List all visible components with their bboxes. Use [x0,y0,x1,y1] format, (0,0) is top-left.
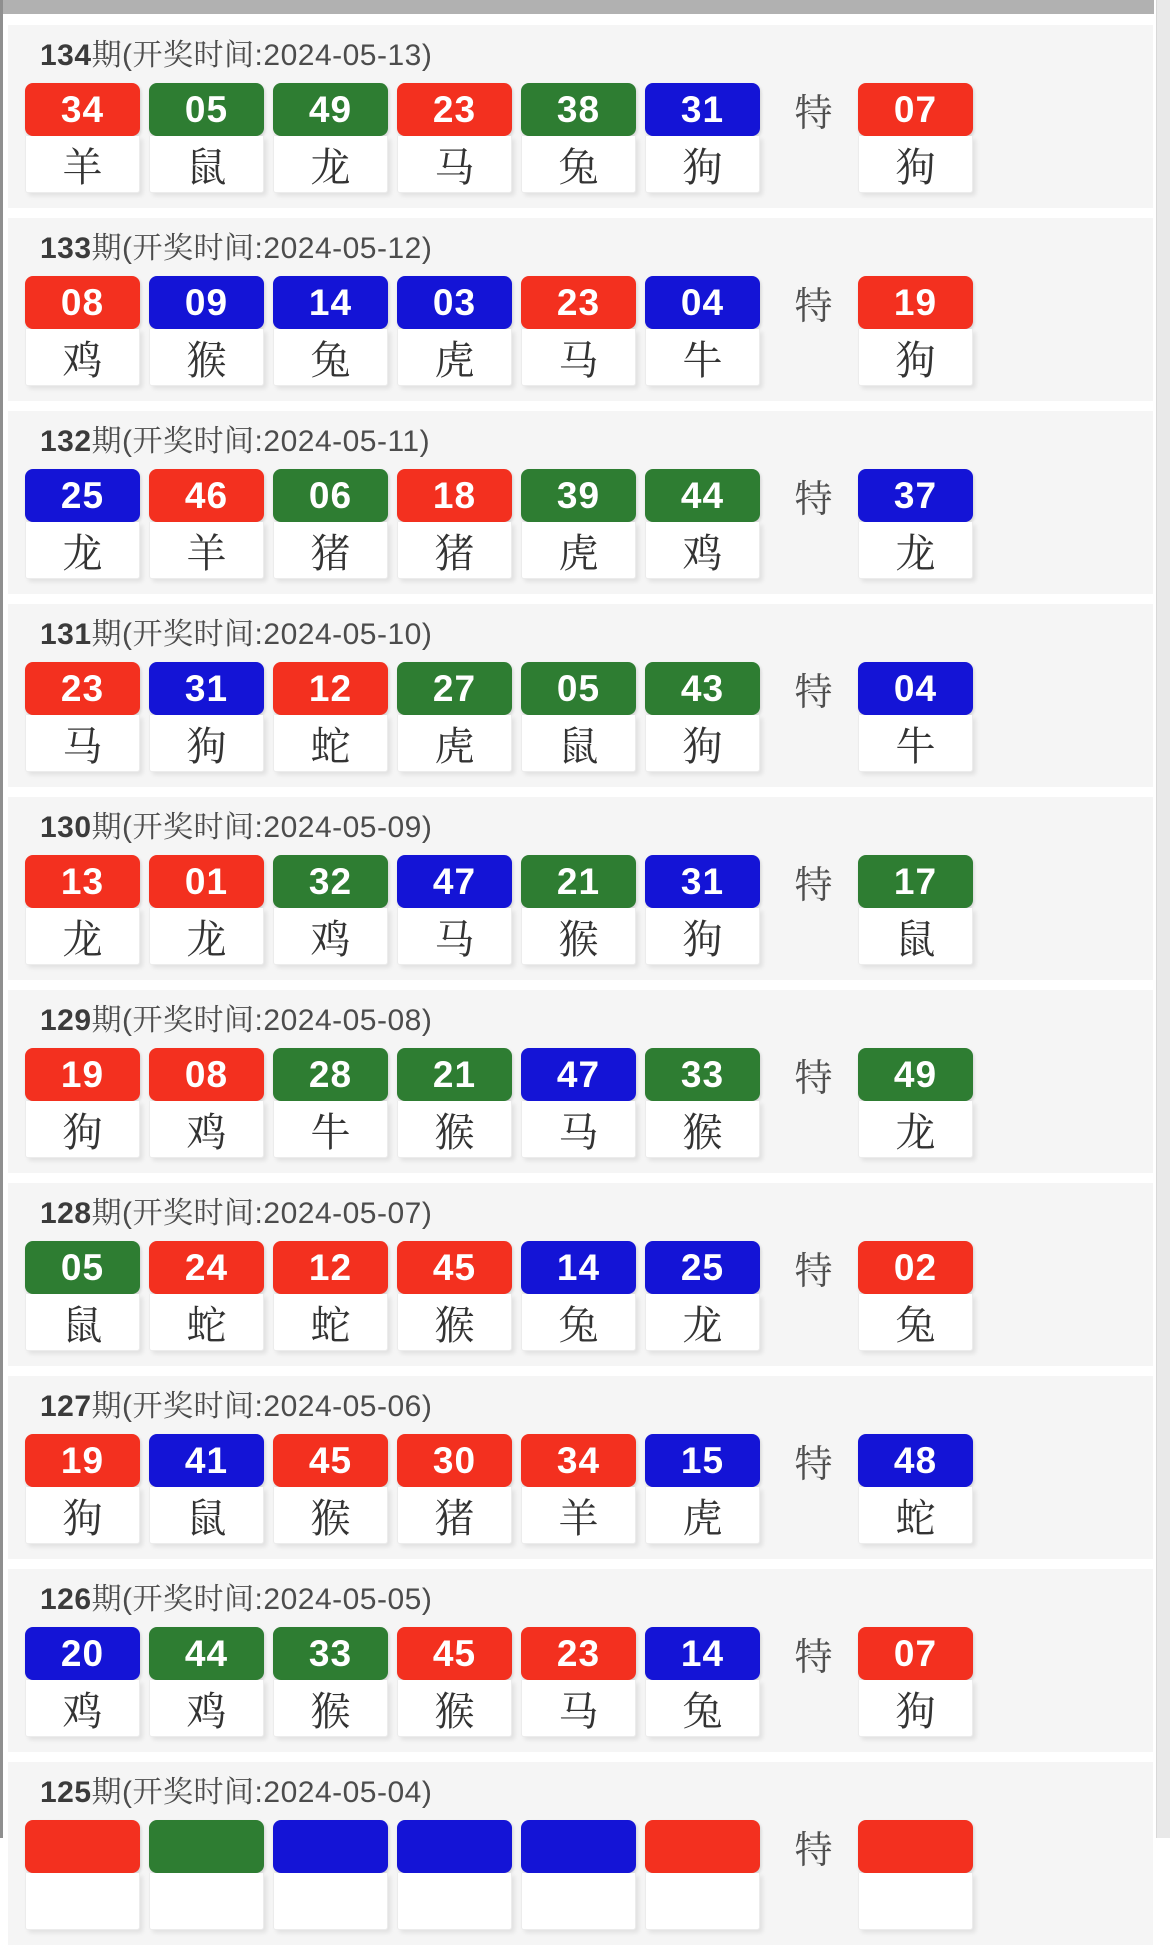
ball-tile [521,662,636,772]
ball-number: 01 [149,855,264,908]
draw-period: 134 [40,39,92,72]
ball-zodiac: 鸡 [149,1680,264,1737]
ball-number: 30 [397,1434,512,1487]
ball-tile [25,1820,140,1930]
scrollbar-gutter[interactable] [1156,0,1170,1838]
ball-zodiac: 龙 [858,522,973,579]
ball-number: 08 [149,1048,264,1101]
ball-zodiac: 鸡 [149,1101,264,1158]
special-marker-label: 特 [794,93,833,135]
draw-period: 127 [40,1390,92,1423]
ball-number: 18 [397,469,512,522]
ball-number: 34 [25,83,140,136]
ball-number: 14 [645,1627,760,1680]
ball-zodiac: 鼠 [25,1294,140,1351]
ball-zodiac: 兔 [858,1294,973,1351]
ball-tile [645,1241,760,1351]
balls-row [8,1048,1153,1158]
ball-zodiac: 龙 [25,908,140,965]
ball-number: 39 [521,469,636,522]
top-spacer [0,14,1170,25]
ball-zodiac: 虎 [397,329,512,386]
ball-tile [25,1627,140,1737]
draw-time-info: 期(开奖时间:2024-05-12) [91,232,433,265]
draw-time-info: 期(开奖时间:2024-05-10) [91,618,433,651]
draw-period: 131 [40,618,92,651]
ball-tile [645,1627,760,1737]
ball-number: 25 [645,1241,760,1294]
ball-tile [149,662,264,772]
ball-number [858,1820,973,1873]
draw-section [8,218,1153,401]
special-ball-tile [858,83,973,193]
ball-number: 31 [645,83,760,136]
ball-number: 33 [645,1048,760,1101]
ball-number: 24 [149,1241,264,1294]
ball-tile [397,1820,512,1930]
draw-title [40,230,1153,268]
ball-number: 08 [25,276,140,329]
ball-tile [273,469,388,579]
ball-tile [645,1434,760,1544]
ball-zodiac: 狗 [858,329,973,386]
draw-title [40,809,1153,847]
special-marker-label: 特 [794,286,833,328]
ball-tile [149,1820,264,1930]
ball-tile [397,1434,512,1544]
ball-zodiac: 鼠 [521,715,636,772]
ball-tile [25,1241,140,1351]
ball-tile [25,1048,140,1158]
special-ball-tile [858,1627,973,1737]
ball-number: 41 [149,1434,264,1487]
ball-zodiac: 蛇 [149,1294,264,1351]
ball-zodiac: 鼠 [149,1487,264,1544]
ball-tile [25,1434,140,1544]
ball-zodiac: 马 [397,908,512,965]
ball-zodiac: 羊 [25,136,140,193]
special-marker-label: 特 [794,1251,833,1293]
ball-zodiac: 猴 [273,1487,388,1544]
ball-tile [149,1627,264,1737]
ball-number: 07 [858,83,973,136]
ball-tile [521,276,636,386]
ball-tile [521,855,636,965]
ball-number: 23 [521,1627,636,1680]
ball-tile [149,83,264,193]
ball-tile [521,1241,636,1351]
special-ball-tile [858,662,973,772]
draw-title [40,1388,1153,1426]
ball-tile [521,469,636,579]
special-ball-tile [858,1048,973,1158]
ball-zodiac: 狗 [149,715,264,772]
ball-zodiac: 猪 [397,1487,512,1544]
ball-zodiac: 猴 [397,1294,512,1351]
ball-zodiac: 蛇 [273,1294,388,1351]
ball-tile [521,1434,636,1544]
ball-zodiac: 龙 [273,136,388,193]
ball-zodiac: 羊 [521,1487,636,1544]
draw-period: 132 [40,425,92,458]
ball-number: 03 [397,276,512,329]
ball-zodiac: 龙 [858,1101,973,1158]
ball-tile [149,1241,264,1351]
ball-number: 15 [645,1434,760,1487]
ball-number: 19 [25,1048,140,1101]
ball-number: 17 [858,855,973,908]
ball-number: 02 [858,1241,973,1294]
ball-tile [397,855,512,965]
draw-title [40,1195,1153,1233]
ball-number: 47 [521,1048,636,1101]
draw-section [8,1183,1153,1366]
ball-tile [397,662,512,772]
ball-zodiac: 马 [521,329,636,386]
special-marker-label: 特 [794,1637,833,1679]
special-marker-label: 特 [794,1444,833,1486]
ball-zodiac [149,1873,264,1930]
draw-time-info: 期(开奖时间:2024-05-09) [91,811,433,844]
ball-number: 21 [397,1048,512,1101]
ball-tile [25,855,140,965]
ball-zodiac [273,1873,388,1930]
ball-zodiac: 兔 [521,136,636,193]
ball-number [273,1820,388,1873]
ball-number: 45 [273,1434,388,1487]
ball-tile [149,855,264,965]
ball-tile [521,1627,636,1737]
ball-number: 28 [273,1048,388,1101]
ball-tile [273,276,388,386]
ball-number: 27 [397,662,512,715]
ball-tile [397,83,512,193]
draw-section [8,797,1153,980]
ball-number: 04 [645,276,760,329]
ball-zodiac: 马 [397,136,512,193]
ball-number: 43 [645,662,760,715]
ball-tile [521,1048,636,1158]
ball-number: 19 [858,276,973,329]
ball-zodiac [397,1873,512,1930]
ball-number: 48 [858,1434,973,1487]
ball-number: 49 [273,83,388,136]
ball-zodiac: 鸡 [273,908,388,965]
special-marker-label: 特 [794,865,833,907]
ball-tile [521,83,636,193]
draw-title [40,1581,1153,1619]
ball-number: 44 [149,1627,264,1680]
ball-number [25,1820,140,1873]
ball-number: 12 [273,662,388,715]
ball-number: 23 [397,83,512,136]
ball-zodiac: 牛 [858,715,973,772]
ball-zodiac: 猪 [273,522,388,579]
ball-tile [273,1820,388,1930]
draw-time-info: 期(开奖时间:2024-05-11) [91,425,431,458]
draw-section [8,604,1153,787]
ball-number: 20 [25,1627,140,1680]
special-marker-label: 特 [794,672,833,714]
ball-zodiac: 鸡 [25,1680,140,1737]
ball-zodiac [645,1873,760,1930]
ball-tile [397,469,512,579]
ball-number: 49 [858,1048,973,1101]
draw-time-info: 期(开奖时间:2024-05-13) [91,39,433,72]
ball-tile [645,276,760,386]
ball-tile [273,83,388,193]
ball-number: 44 [645,469,760,522]
ball-zodiac: 龙 [25,522,140,579]
special-marker-label: 特 [794,479,833,521]
draw-time-info: 期(开奖时间:2024-05-05) [91,1583,433,1616]
ball-number: 05 [521,662,636,715]
ball-zodiac: 狗 [858,136,973,193]
draw-section [8,1569,1153,1752]
ball-number: 31 [149,662,264,715]
top-bar [3,0,1154,14]
ball-tile [397,1241,512,1351]
special-ball-tile [858,1434,973,1544]
draw-section [8,25,1153,208]
ball-zodiac: 兔 [273,329,388,386]
ball-zodiac: 牛 [645,329,760,386]
ball-zodiac: 虎 [397,715,512,772]
draw-period: 125 [40,1776,92,1809]
balls-row [8,1627,1153,1737]
ball-zodiac: 马 [25,715,140,772]
ball-tile [645,469,760,579]
ball-tile [397,276,512,386]
ball-tile [273,1434,388,1544]
ball-tile [397,1048,512,1158]
ball-tile [149,469,264,579]
ball-tile [149,276,264,386]
ball-number: 45 [397,1627,512,1680]
ball-tile [273,662,388,772]
ball-zodiac: 马 [521,1680,636,1737]
ball-zodiac: 龙 [149,908,264,965]
ball-zodiac: 羊 [149,522,264,579]
balls-row [8,83,1153,193]
draw-section [8,1762,1153,1945]
ball-number: 12 [273,1241,388,1294]
ball-tile [645,855,760,965]
ball-tile [25,276,140,386]
ball-zodiac: 狗 [645,136,760,193]
ball-zodiac: 牛 [273,1101,388,1158]
draw-time-info: 期(开奖时间:2024-05-04) [91,1776,433,1809]
ball-zodiac: 鸡 [25,329,140,386]
ball-number [149,1820,264,1873]
ball-zodiac: 猴 [397,1101,512,1158]
ball-number: 38 [521,83,636,136]
ball-number: 21 [521,855,636,908]
special-marker-label: 特 [794,1830,833,1872]
ball-number: 19 [25,1434,140,1487]
ball-number: 25 [25,469,140,522]
draw-section [8,990,1153,1173]
ball-zodiac: 猴 [273,1680,388,1737]
ball-zodiac: 龙 [645,1294,760,1351]
ball-tile [645,83,760,193]
ball-zodiac: 马 [521,1101,636,1158]
ball-zodiac: 鸡 [645,522,760,579]
ball-number: 23 [25,662,140,715]
draw-title [40,37,1153,75]
ball-tile [149,1434,264,1544]
ball-number [521,1820,636,1873]
ball-zodiac: 狗 [25,1487,140,1544]
ball-zodiac: 猪 [397,522,512,579]
ball-number: 33 [273,1627,388,1680]
balls-row [8,276,1153,386]
special-ball-tile [858,469,973,579]
ball-zodiac: 虎 [521,522,636,579]
ball-number: 37 [858,469,973,522]
ball-tile [25,83,140,193]
balls-row [8,855,1153,965]
ball-zodiac: 狗 [645,908,760,965]
ball-tile [645,1048,760,1158]
balls-row [8,1434,1153,1544]
ball-number [397,1820,512,1873]
ball-zodiac: 猴 [149,329,264,386]
ball-tile [149,1048,264,1158]
ball-zodiac: 虎 [645,1487,760,1544]
ball-number: 09 [149,276,264,329]
ball-tile [273,1241,388,1351]
draw-period: 133 [40,232,92,265]
ball-number: 07 [858,1627,973,1680]
draw-period: 128 [40,1197,92,1230]
ball-number: 05 [25,1241,140,1294]
ball-zodiac: 鼠 [149,136,264,193]
draw-time-info: 期(开奖时间:2024-05-06) [91,1390,433,1423]
ball-tile [273,1048,388,1158]
ball-zodiac: 狗 [645,715,760,772]
ball-zodiac [25,1873,140,1930]
ball-number: 46 [149,469,264,522]
ball-zodiac: 鼠 [858,908,973,965]
ball-number: 14 [521,1241,636,1294]
draw-time-info: 期(开奖时间:2024-05-08) [91,1004,433,1037]
ball-zodiac [858,1873,973,1930]
ball-zodiac: 兔 [645,1680,760,1737]
ball-tile [273,1627,388,1737]
draw-title [40,423,1153,461]
ball-number: 05 [149,83,264,136]
ball-zodiac: 猴 [645,1101,760,1158]
ball-number: 14 [273,276,388,329]
ball-number: 06 [273,469,388,522]
ball-tile [521,1820,636,1930]
ball-zodiac: 狗 [25,1101,140,1158]
balls-row [8,1241,1153,1351]
ball-tile [645,1820,760,1930]
draw-title [40,616,1153,654]
balls-row [8,469,1153,579]
ball-number: 13 [25,855,140,908]
ball-number: 45 [397,1241,512,1294]
ball-zodiac: 狗 [858,1680,973,1737]
ball-number [645,1820,760,1873]
ball-zodiac: 猴 [521,908,636,965]
ball-tile [645,662,760,772]
ball-zodiac: 兔 [521,1294,636,1351]
ball-zodiac: 蛇 [858,1487,973,1544]
special-ball-tile [858,1820,973,1930]
ball-tile [25,662,140,772]
ball-zodiac [521,1873,636,1930]
draw-period: 130 [40,811,92,844]
ball-tile [25,469,140,579]
draw-section [8,1376,1153,1559]
ball-tile [397,1627,512,1737]
ball-number: 34 [521,1434,636,1487]
draw-section [8,411,1153,594]
special-marker-label: 特 [794,1058,833,1100]
draw-period: 129 [40,1004,92,1037]
ball-zodiac: 猴 [397,1680,512,1737]
ball-number: 47 [397,855,512,908]
balls-row [8,662,1153,772]
ball-tile [273,855,388,965]
draw-time-info: 期(开奖时间:2024-05-07) [91,1197,433,1230]
ball-zodiac: 蛇 [273,715,388,772]
draw-title [40,1002,1153,1040]
special-ball-tile [858,276,973,386]
ball-number: 04 [858,662,973,715]
ball-number: 31 [645,855,760,908]
draw-title [40,1774,1153,1812]
ball-number: 32 [273,855,388,908]
draw-results-list [0,25,1170,1945]
balls-row [8,1820,1153,1930]
special-ball-tile [858,1241,973,1351]
left-edge-line [0,0,3,1838]
draw-period: 126 [40,1583,92,1616]
ball-number: 23 [521,276,636,329]
special-ball-tile [858,855,973,965]
